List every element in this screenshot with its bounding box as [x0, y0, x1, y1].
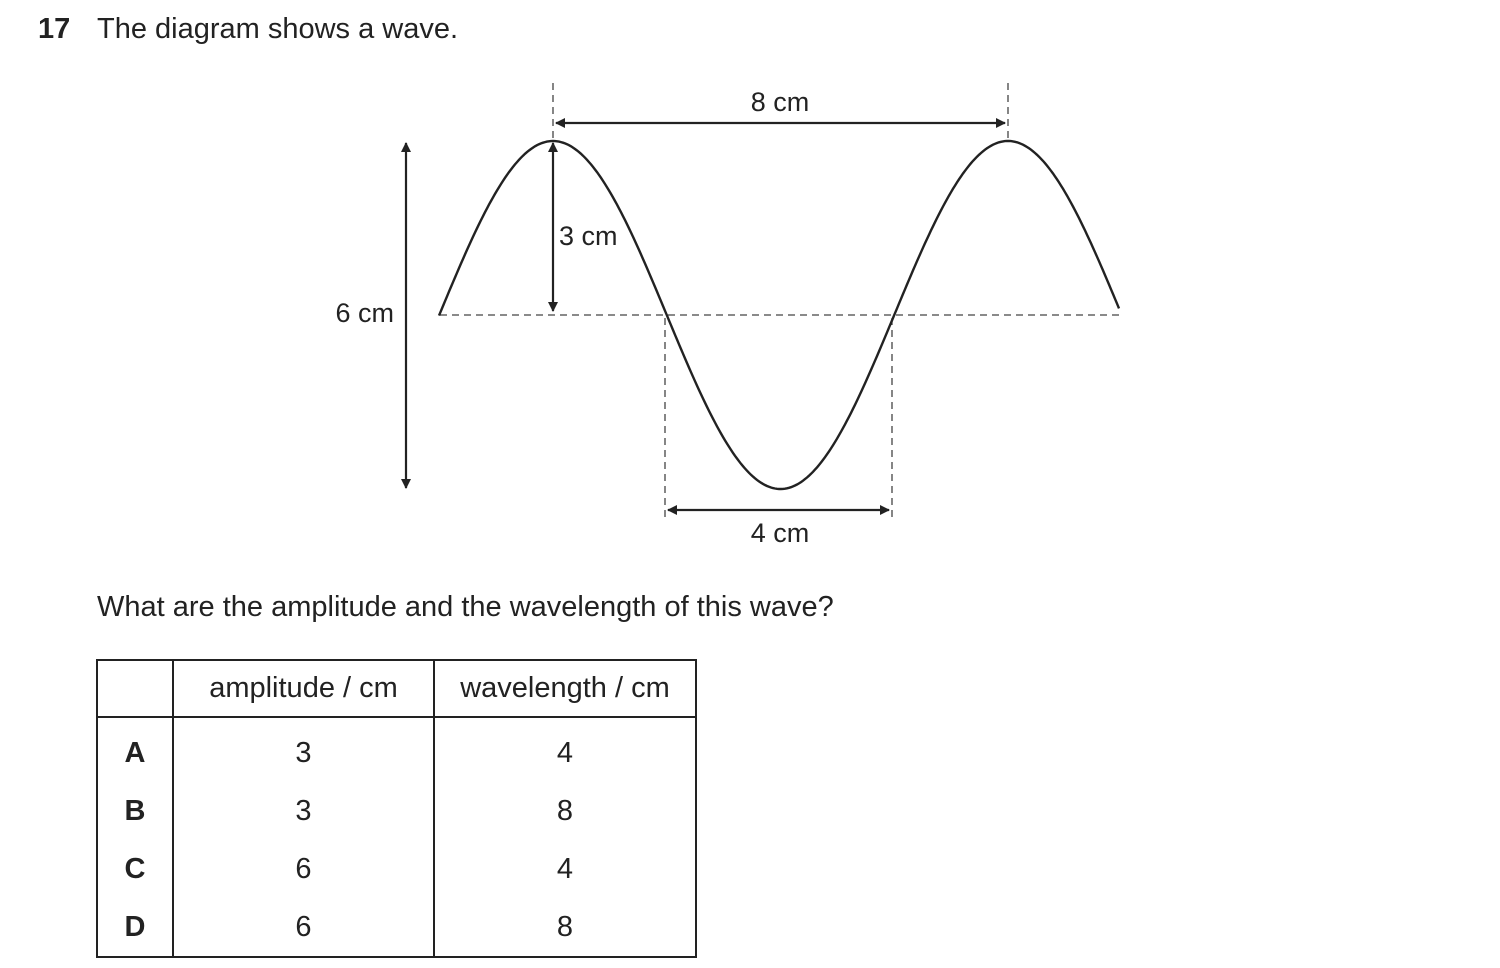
table-row: [97, 782, 696, 840]
question-number: 17: [38, 13, 71, 45]
wavelength-value: 8: [556, 910, 574, 943]
amplitude-value: 3: [173, 782, 434, 840]
label-4cm: 4 cm: [750, 518, 810, 548]
option-letter: D: [97, 898, 173, 957]
amplitude-value: 6: [173, 898, 434, 957]
header-wavelength: wavelength / cm: [434, 660, 696, 717]
table-row: [97, 717, 696, 782]
table-row: [97, 898, 696, 957]
header-amplitude: amplitude / cm: [173, 660, 434, 717]
header-option: [97, 660, 173, 717]
wavelength-value: 4: [556, 852, 574, 885]
answer-table: [96, 659, 697, 958]
wavelength-value: 4: [556, 736, 574, 769]
label-6cm: 6 cm: [335, 298, 394, 328]
label-8cm: 8 cm: [750, 87, 810, 117]
question-stem: The diagram shows a wave.: [97, 13, 459, 45]
option-letter: B: [97, 782, 173, 840]
wavelength-value: 8: [556, 794, 574, 827]
amplitude-value: 3: [173, 717, 434, 782]
amplitude-value: 6: [173, 840, 434, 898]
table-header-row: [97, 660, 696, 717]
option-letter: C: [97, 840, 173, 898]
option-letter: A: [97, 717, 173, 782]
question-prompt: What are the amplitude and the wavelength of this wave?: [97, 591, 834, 623]
label-3cm: 3 cm: [559, 221, 618, 251]
table-row: [97, 840, 696, 898]
